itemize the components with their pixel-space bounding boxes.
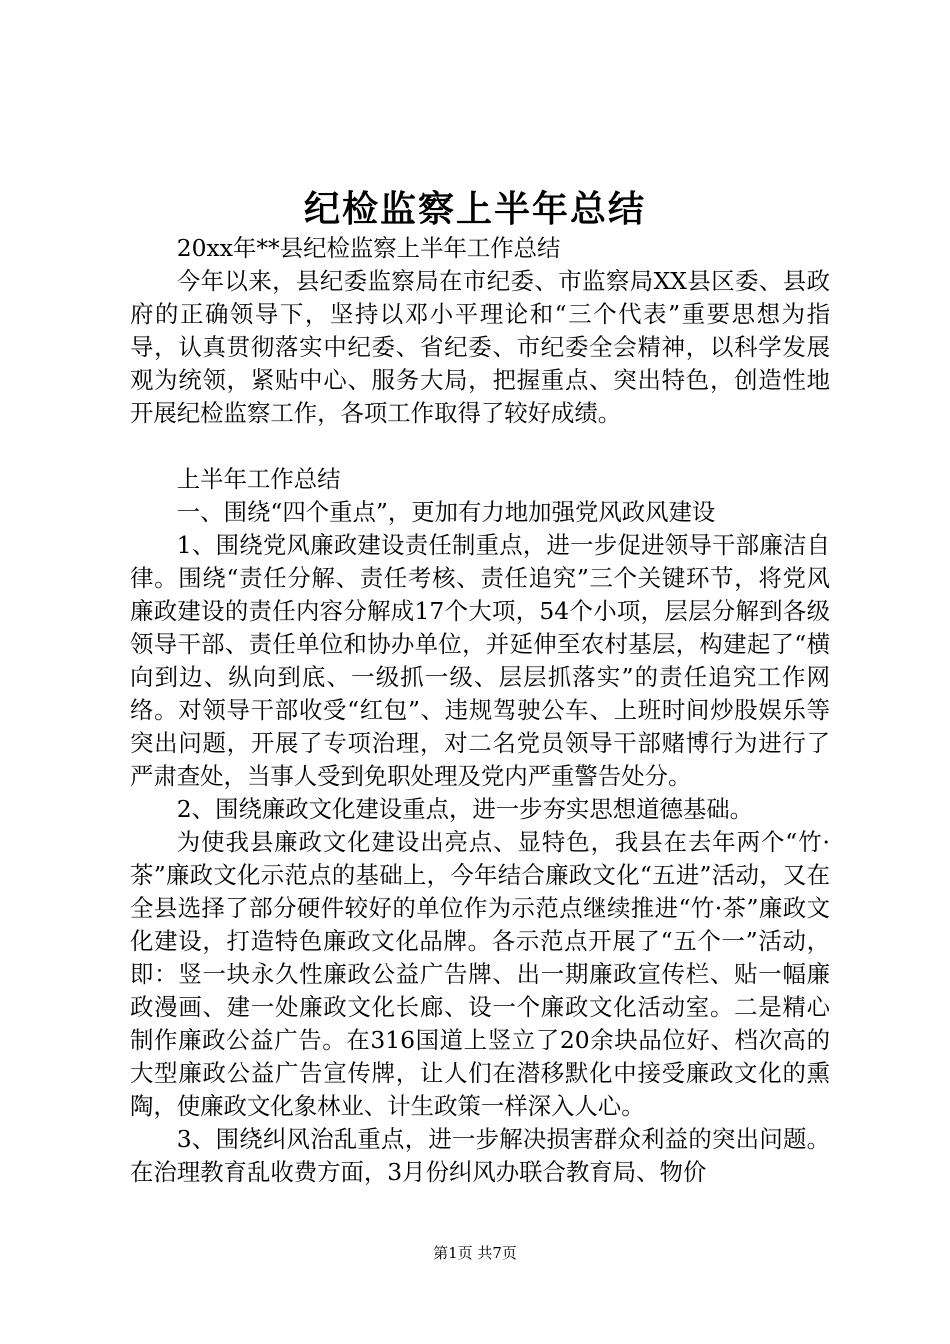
paragraph-item-2-heading: 2、围绕廉政文化建设重点，进一步夯实思想道德基础。 xyxy=(176,795,754,823)
paragraph-item-2-body: 为使我县廉政文化建设出亮点、显特色，我县在去年两个“竹·茶”廉政文化示范点的基础上，今年结合廉政文化“五进”活动，又在全县选择了部分硬件较好的单位作为示范点继续推进“竹·茶”廉政文化建设，打造特色廉政文化品牌。各示范点开展了“五个一”活动，即：竖一块永久性廉政公益广告牌、出一期廉政宣传栏、贴一幅廉政漫画、建一处廉政文化长廊、设一个廉政文化活动室。二是精心制作廉政公益广告。在316国道上竖立了20余块品位好、档次高的大型廉政公益广告宣传牌，让人们在潜移默化中接受廉政文化的熏陶，使廉政文化象林业、计生政策一样深入人心。 xyxy=(130,828,830,1120)
document-title: 纪检监察上半年总结 xyxy=(303,189,646,230)
subsection-heading: 一、围绕“四个重点”，更加有力地加强党风政风建设 xyxy=(176,498,716,526)
paragraph-item-3: 3、围绕纠风治乱重点，进一步解决损害群众利益的突出问题。在治理教育乱收费方面，3月份纠风办联合教育局、物价 xyxy=(130,1125,830,1186)
paragraph-intro: 今年以来，县纪委监察局在市纪委、市监察局XX县区委、县政府的正确领导下，坚持以邓小平理论和“三个代表”重要思想为指导，认真贯彻落实中纪委、省纪委、市纪委全会精神，以科学发展观为统领，紧贴中心、服务大局，把握重点、突出特色，创造性地开展纪检监察工作，各项工作取得了较好成绩。 xyxy=(130,267,830,427)
section-heading: 上半年工作总结 xyxy=(176,465,341,493)
document-body xyxy=(130,232,830,1189)
paragraph-item-1: 1、围绕党风廉政建设责任制重点，进一步促进领导干部廉洁自律。围绕“责任分解、责任考核、责任追究”三个关键环节，将党风廉政建设的责任内容分解成17个大项，54个小项，层层分解到各级领导干部、责任单位和协办单位，并延伸至农村基层，构建起了“横向到边、纵向到底、一级抓一级、层层抓落实”的责任追究工作网络。对领导干部收受“红包”、违规驾驶公车、上班时间炒股娱乐等突出问题，开展了专项治理，对二名党员领导干部赌博行为进行了严肃查处，当事人受到免职处理及党内严重警告处分。 xyxy=(130,531,830,790)
document-subtitle: 20xx年**县纪检监察上半年工作总结 xyxy=(176,234,561,262)
page-footer: 第1页 共7页 xyxy=(433,1244,517,1262)
paragraph-spacer xyxy=(130,430,830,463)
